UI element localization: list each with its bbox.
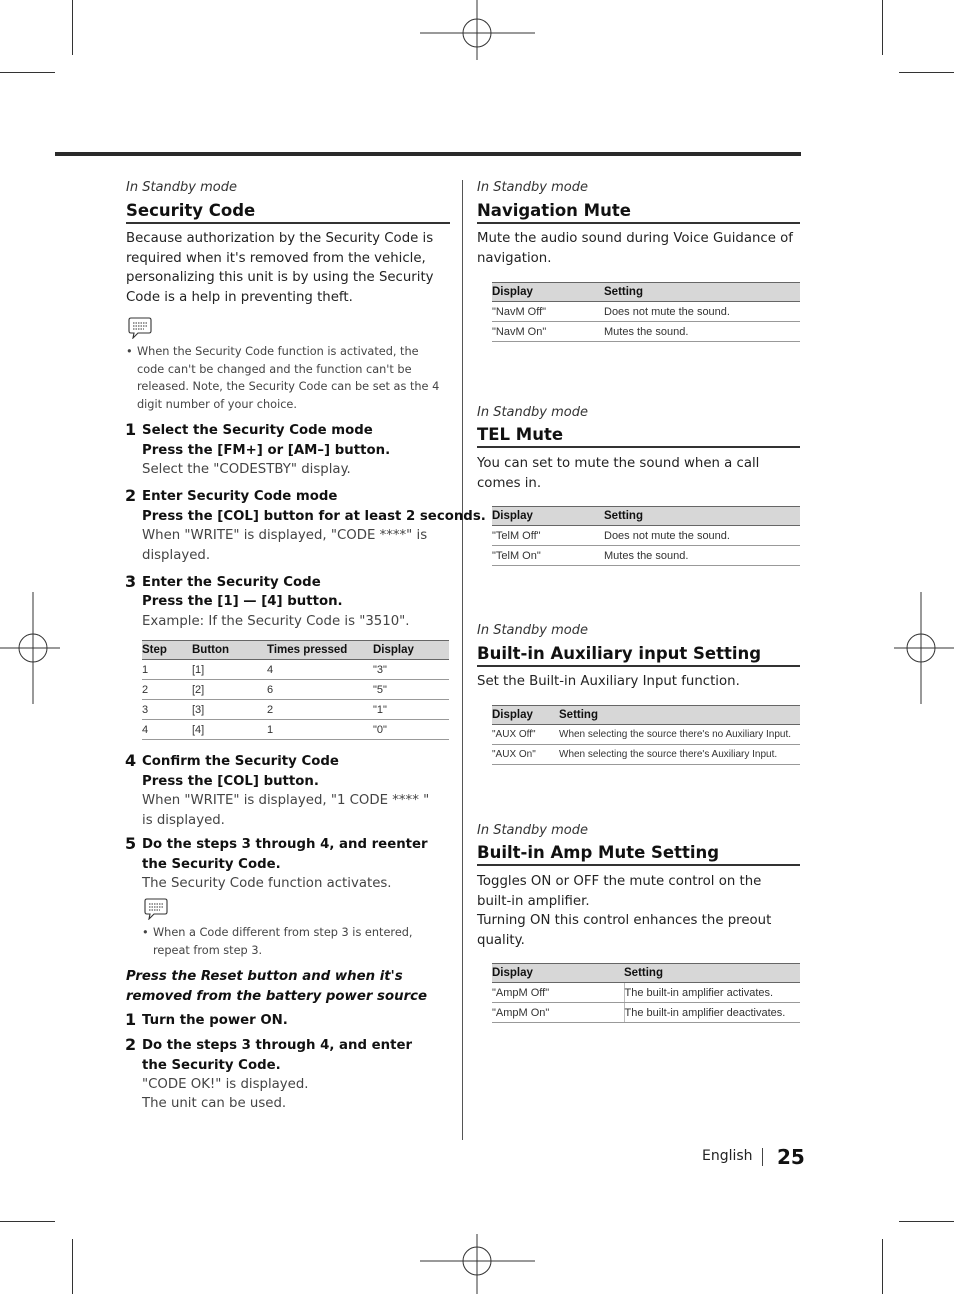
table-header: Display — [492, 283, 604, 302]
table-row: 2 [2] 6 "5" — [142, 680, 449, 700]
step-desc: When "WRITE" is displayed, "CODE ****" is displayed. — [142, 528, 428, 563]
crop-mark — [899, 1221, 954, 1222]
step-action: Press the [COL] button. — [142, 774, 319, 789]
section-body: Mute the audio sound during Voice Guidance of navigation. — [477, 231, 793, 266]
memo-icon — [143, 898, 169, 920]
table-header: Display — [373, 641, 449, 660]
memo-icon — [127, 317, 153, 339]
bullet: • — [126, 345, 133, 358]
section-body: Set the Built-in Auxiliary Input function. — [477, 674, 740, 689]
footer-divider — [762, 1148, 763, 1166]
mode-label: In Standby mode — [477, 823, 588, 838]
step-desc: Select the "CODESTBY" display. — [142, 462, 351, 477]
step-desc: The Security Code function activates. — [142, 876, 392, 891]
step-action: Press the [1] — [4] button. — [142, 594, 343, 609]
step-title: Do the steps 3 through 4, and reenter the Security Code. — [142, 837, 428, 872]
step-number: 5 — [125, 834, 137, 853]
table-row: "NavM Off" Does not mute the sound. — [492, 302, 800, 322]
table-row: "AmpM Off" The built-in amplifier activates. — [492, 983, 800, 1003]
registration-mark — [0, 592, 70, 704]
table-header: Display — [492, 507, 604, 526]
table-row: "AmpM On" The built-in amplifier deactivates. — [492, 1003, 800, 1023]
reset-heading: Press the Reset button and when it's removed from the battery power source — [126, 969, 428, 1004]
step-title: Turn the power ON. — [142, 1013, 288, 1028]
crop-mark — [899, 72, 954, 73]
security-code-table — [142, 640, 449, 740]
table-row: 4 [4] 1 "0" — [142, 720, 449, 740]
table-header: Setting — [604, 283, 800, 302]
mode-label: In Standby mode — [477, 623, 588, 638]
table-row: 3 [3] 2 "1" — [142, 700, 449, 720]
table-header: Display — [492, 964, 624, 983]
section-body: You can set to mute the sound when a call comes in. — [477, 456, 760, 491]
security-note: When the Security Code function is activated, the code can't be changed and the function can't be released. Note, the Security Code can be set as the 4 digit number of your choice. — [137, 345, 440, 411]
section-title-amp-mute: Built-in Amp Mute Setting — [477, 843, 800, 866]
aux-input-table — [492, 705, 800, 765]
step-number: 1 — [125, 1010, 137, 1029]
bullet: • — [142, 926, 149, 939]
crop-mark — [882, 0, 883, 55]
step-title: Select the Security Code mode — [142, 423, 373, 438]
amp-mute-table — [492, 963, 800, 1023]
step-number: 3 — [125, 572, 137, 591]
code-note: When a Code different from step 3 is entered, repeat from step 3. — [153, 926, 413, 957]
crop-mark — [72, 0, 73, 55]
section-body: Toggles ON or OFF the mute control on the built-in amplifier. — [477, 874, 762, 909]
table-header: Setting — [559, 706, 800, 725]
step-title: Confirm the Security Code — [142, 754, 339, 769]
step-title: Enter Security Code mode — [142, 489, 338, 504]
table-row: "TelM Off" Does not mute the sound. — [492, 526, 800, 546]
section-title-security-code: Security Code — [126, 201, 450, 224]
crop-mark — [72, 1239, 73, 1294]
table-header: Display — [492, 706, 559, 725]
step-action: Press the [COL] button for at least 2 seconds. — [142, 509, 486, 524]
table-row: "TelM On" Mutes the sound. — [492, 546, 800, 566]
tel-mute-table — [492, 506, 800, 566]
step-number: 4 — [125, 751, 137, 770]
step-desc: When "WRITE" is displayed, "1 CODE **** " is displayed. — [142, 793, 430, 828]
crop-mark — [0, 72, 55, 73]
registration-mark — [884, 592, 954, 704]
table-header: Times pressed — [267, 641, 373, 660]
step-title: Do the steps 3 through 4, and enter the Security Code. — [142, 1038, 413, 1073]
footer-language: English — [702, 1148, 753, 1164]
step-number: 2 — [125, 1035, 137, 1054]
crop-mark — [882, 1239, 883, 1294]
table-header: Setting — [604, 507, 800, 526]
section-title-aux-input: Built-in Auxiliary input Setting — [477, 644, 800, 667]
crop-mark — [0, 1221, 55, 1222]
step-desc: "CODE OK!" is displayed. — [142, 1077, 309, 1092]
section-title-tel-mute: TEL Mute — [477, 425, 800, 448]
column-divider — [462, 180, 463, 1140]
table-header: Step — [142, 641, 192, 660]
page-number: 25 — [777, 1145, 805, 1169]
step-action: Press the [FM+] or [AM–] button. — [142, 443, 391, 458]
security-intro: Because authorization by the Security Code is required when it's removed from the vehicle, personalizing this unit is by using the Security Code is a help in preventing theft. — [126, 231, 434, 305]
table-row: "AUX On" When selecting the source there's Auxiliary Input. — [492, 745, 800, 765]
table-row: "AUX Off" When selecting the source there's no Auxiliary Input. — [492, 725, 800, 745]
top-rule — [55, 152, 801, 156]
table-header: Setting — [624, 964, 800, 983]
step-number: 1 — [125, 420, 137, 439]
step-desc: Example: If the Security Code is "3510". — [142, 614, 410, 629]
mode-label: In Standby mode — [126, 180, 237, 195]
step-desc: The unit can be used. — [142, 1096, 287, 1111]
registration-mark — [420, 0, 535, 70]
table-row: 1 [1] 4 "3" — [142, 660, 449, 680]
table-header: Button — [192, 641, 267, 660]
section-title-navigation-mute: Navigation Mute — [477, 201, 800, 224]
section-body: Turning ON this control enhances the preout quality. — [477, 913, 772, 948]
navigation-mute-table — [492, 282, 800, 342]
step-number: 2 — [125, 486, 137, 505]
registration-mark — [420, 1224, 535, 1294]
table-row: "NavM On" Mutes the sound. — [492, 322, 800, 342]
mode-label: In Standby mode — [477, 180, 588, 195]
mode-label: In Standby mode — [477, 405, 588, 420]
step-title: Enter the Security Code — [142, 575, 321, 590]
